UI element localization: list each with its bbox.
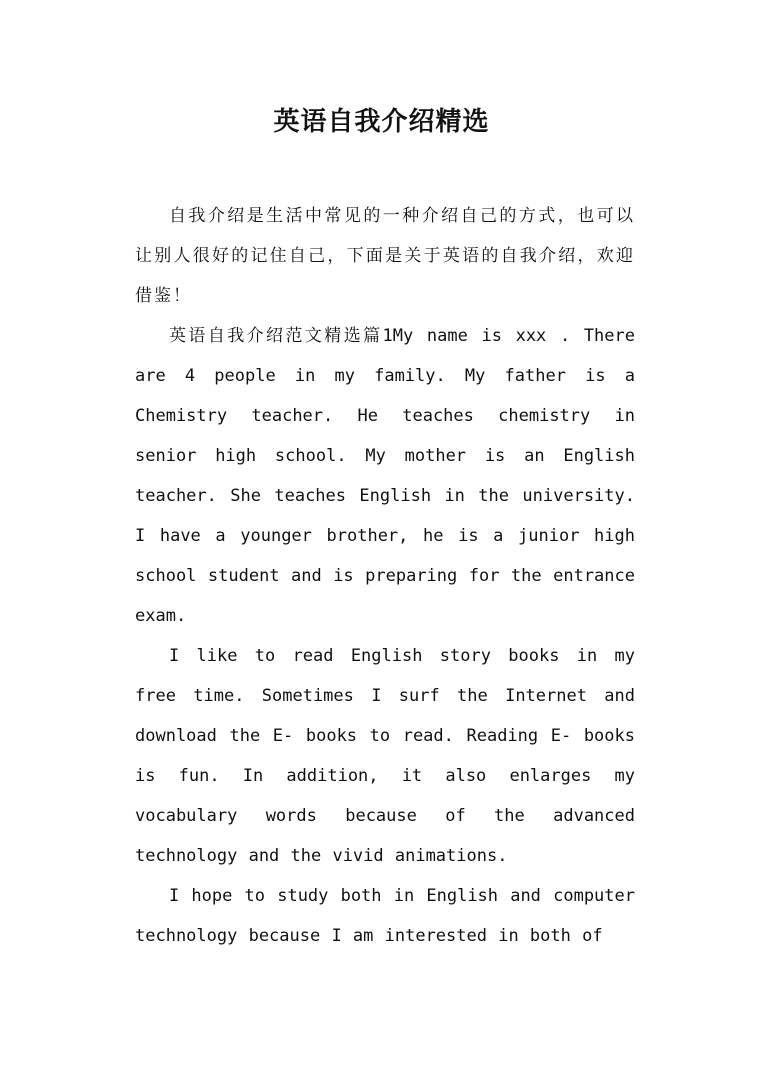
page-title: 英语自我介绍精选	[273, 107, 490, 137]
family-paragraph: 英语自我介绍范文精选篇1My name is xxx . There are 4 people in my family. My father is a Chemistry teacher. He teaches chemistry in senior high school. My mother is an English teacher. She teaches English in the university. I have a younger brother, he is a junior high school student and is preparing for the entrance exam.	[135, 326, 635, 626]
hope-paragraph: I hope to study both in English and computer technology because I am interested in both of	[135, 886, 635, 946]
hobby-paragraph: I like to read English story books in my free time. Sometimes I surf the Internet and download the E- books to read. Reading E- books is fun. In addition, it also enlarges my vocabulary words because of the advanced technology and the vivid animations.	[135, 646, 635, 866]
intro-paragraph: 自我介绍是生活中常见的一种介绍自己的方式，也可以让别人很好的记住自己，下面是关于英语的自我介绍，欢迎借鉴！	[135, 206, 635, 306]
document-body	[135, 196, 635, 956]
